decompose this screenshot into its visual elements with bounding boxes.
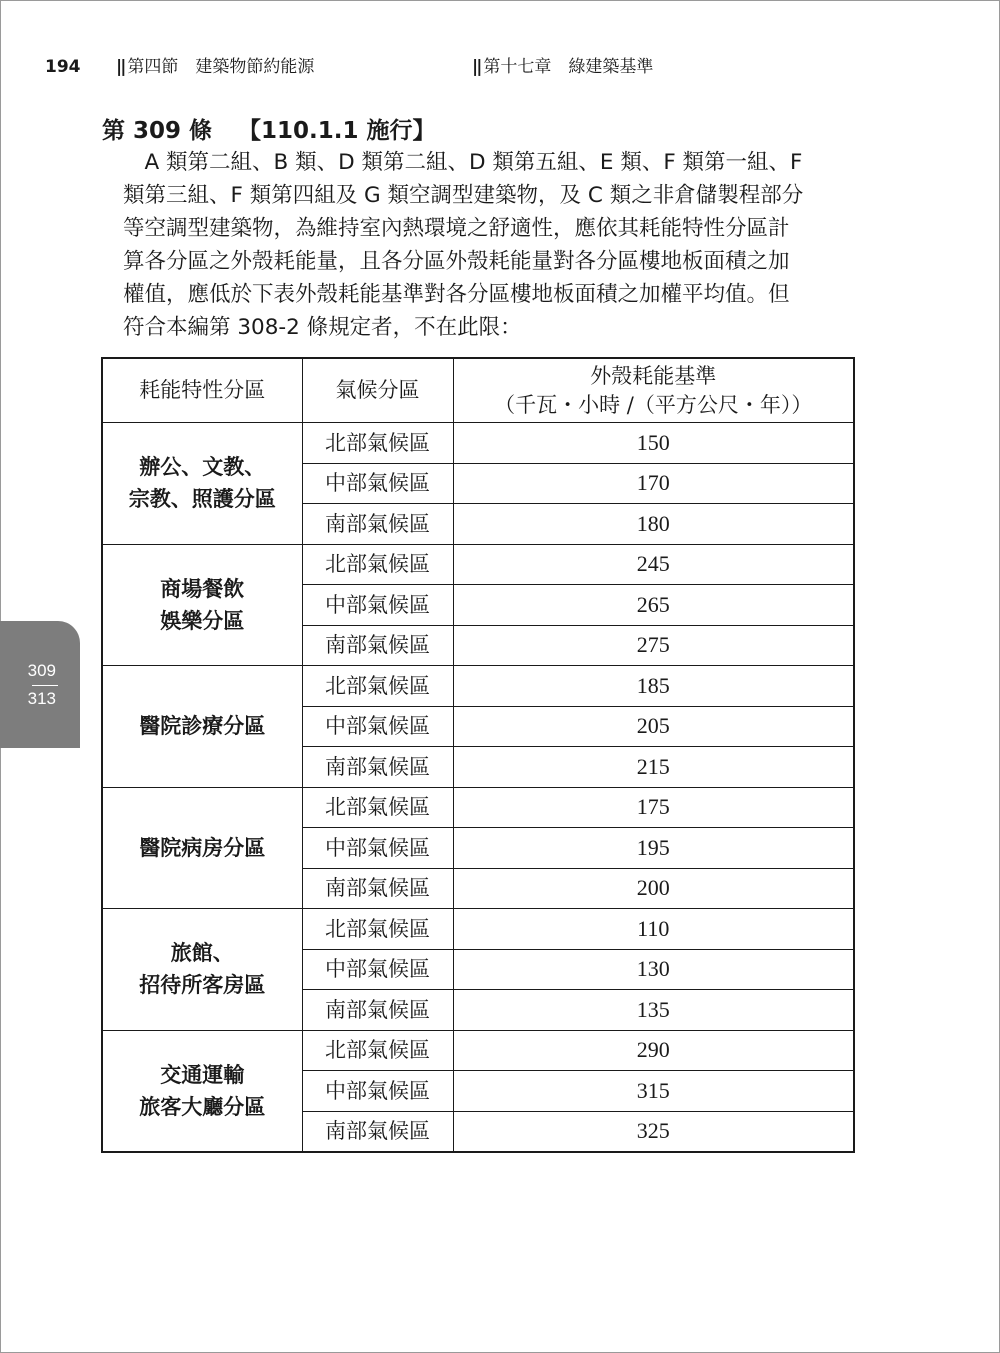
climate-cell: 北部氣候區: [302, 909, 453, 950]
article-text-line: 算各分區之外殼耗能量，且各分區外殼耗能量對各分區樓地板面積之加: [123, 249, 790, 274]
zone-label: 旅館、: [170, 940, 234, 966]
value-cell: 205: [453, 706, 854, 747]
climate-cell: 南部氣候區: [302, 747, 453, 788]
chapter-title: [472, 56, 653, 78]
zone-label: 醫院病房分區: [139, 834, 266, 860]
zone-label: 交通運輸: [160, 1061, 245, 1087]
tab-range-start: 309: [27, 661, 56, 680]
article-text-line: 符合本編第 308-2 條規定者，不在此限：: [123, 315, 522, 340]
value-cell: 130: [453, 949, 854, 990]
value-cell: 245: [453, 544, 854, 585]
value-cell: 150: [453, 423, 854, 464]
chapter-label: 第十七章 綠建築基準: [483, 57, 654, 77]
climate-cell: 中部氣候區: [302, 828, 453, 869]
zone-cell: [102, 787, 302, 909]
climate-cell: 北部氣候區: [302, 666, 453, 707]
value-cell: 135: [453, 990, 854, 1031]
tab-range-end: 313: [27, 689, 56, 708]
climate-cell: 中部氣候區: [302, 706, 453, 747]
table-row: [102, 666, 854, 707]
zone-cell: [102, 666, 302, 788]
zone-cell: [102, 1030, 302, 1152]
value-cell: 315: [453, 1071, 854, 1112]
climate-cell: 北部氣候區: [302, 787, 453, 828]
climate-cell: 北部氣候區: [302, 544, 453, 585]
table-row: [102, 909, 854, 950]
zone-label: 醫院診療分區: [139, 713, 266, 739]
zone-label: 娛樂分區: [160, 607, 245, 633]
zone-cell: [102, 423, 302, 545]
value-cell: 195: [453, 828, 854, 869]
article-text-line: A 類第二組、B 類、D 類第二組、D 類第五組、E 類、F 類第一組、F: [123, 150, 803, 175]
climate-cell: 南部氣候區: [302, 504, 453, 545]
article-text-line: 等空調型建築物，為維持室內熱環境之舒適性，應依其耗能特性分區計: [123, 216, 790, 241]
climate-cell: 中部氣候區: [302, 585, 453, 626]
value-cell: 110: [453, 909, 854, 950]
climate-cell: 北部氣候區: [302, 1030, 453, 1071]
envelope-energy-table: [101, 357, 855, 1153]
zone-label: 宗教、照護分區: [128, 486, 276, 512]
climate-cell: 中部氣候區: [302, 1071, 453, 1112]
article-text-line: 權值，應低於下表外殼耗能基準對各分區樓地板面積之加權平均值。但: [123, 282, 790, 307]
header-zone: 耗能特性分區: [102, 358, 302, 423]
zone-label: 旅客大廳分區: [139, 1093, 266, 1119]
value-cell: 265: [453, 585, 854, 626]
value-cell: 290: [453, 1030, 854, 1071]
climate-cell: 北部氣候區: [302, 423, 453, 464]
section-title: [116, 56, 314, 78]
table-header-row: [102, 358, 854, 423]
article-text-line: 類第三組、F 類第四組及 G 類空調型建築物，及 C 類之非倉儲製程部分: [123, 183, 804, 208]
header-standard-unit: （千瓦・小時 /（平方公尺・年））: [494, 392, 813, 417]
zone-cell: [102, 544, 302, 666]
section-label: 第四節 建築物節約能源: [127, 57, 315, 77]
climate-cell: 中部氣候區: [302, 463, 453, 504]
table-row: [102, 423, 854, 464]
zone-label: 辦公、文教、: [139, 454, 266, 480]
section-marker: ||: [116, 57, 125, 77]
zone-cell: [102, 909, 302, 1031]
header-climate: 氣候分區: [302, 358, 453, 423]
climate-cell: 南部氣候區: [302, 1111, 453, 1152]
value-cell: 170: [453, 463, 854, 504]
value-cell: 200: [453, 868, 854, 909]
table-row: [102, 787, 854, 828]
tab-divider: [32, 685, 58, 686]
article-number: 第 309 條: [102, 118, 213, 144]
climate-cell: 中部氣候區: [302, 949, 453, 990]
climate-cell: 南部氣候區: [302, 868, 453, 909]
value-cell: 175: [453, 787, 854, 828]
zone-label: 商場餐飲: [160, 575, 245, 601]
climate-cell: 南部氣候區: [302, 625, 453, 666]
header-standard: [453, 358, 854, 423]
article-range-tab: [0, 621, 80, 748]
header-standard-title: 外殼耗能基準: [590, 363, 717, 388]
article-heading: [102, 116, 436, 146]
value-cell: 275: [453, 625, 854, 666]
value-cell: 180: [453, 504, 854, 545]
zone-label: 招待所客房區: [139, 972, 266, 998]
table-row: [102, 544, 854, 585]
value-cell: 215: [453, 747, 854, 788]
table-row: [102, 1030, 854, 1071]
value-cell: 325: [453, 1111, 854, 1152]
page-number: 194: [45, 57, 81, 77]
value-cell: 185: [453, 666, 854, 707]
article-effective-date: 【110.1.1 施行】: [238, 118, 436, 144]
chapter-marker: ||: [472, 57, 481, 77]
climate-cell: 南部氣候區: [302, 990, 453, 1031]
